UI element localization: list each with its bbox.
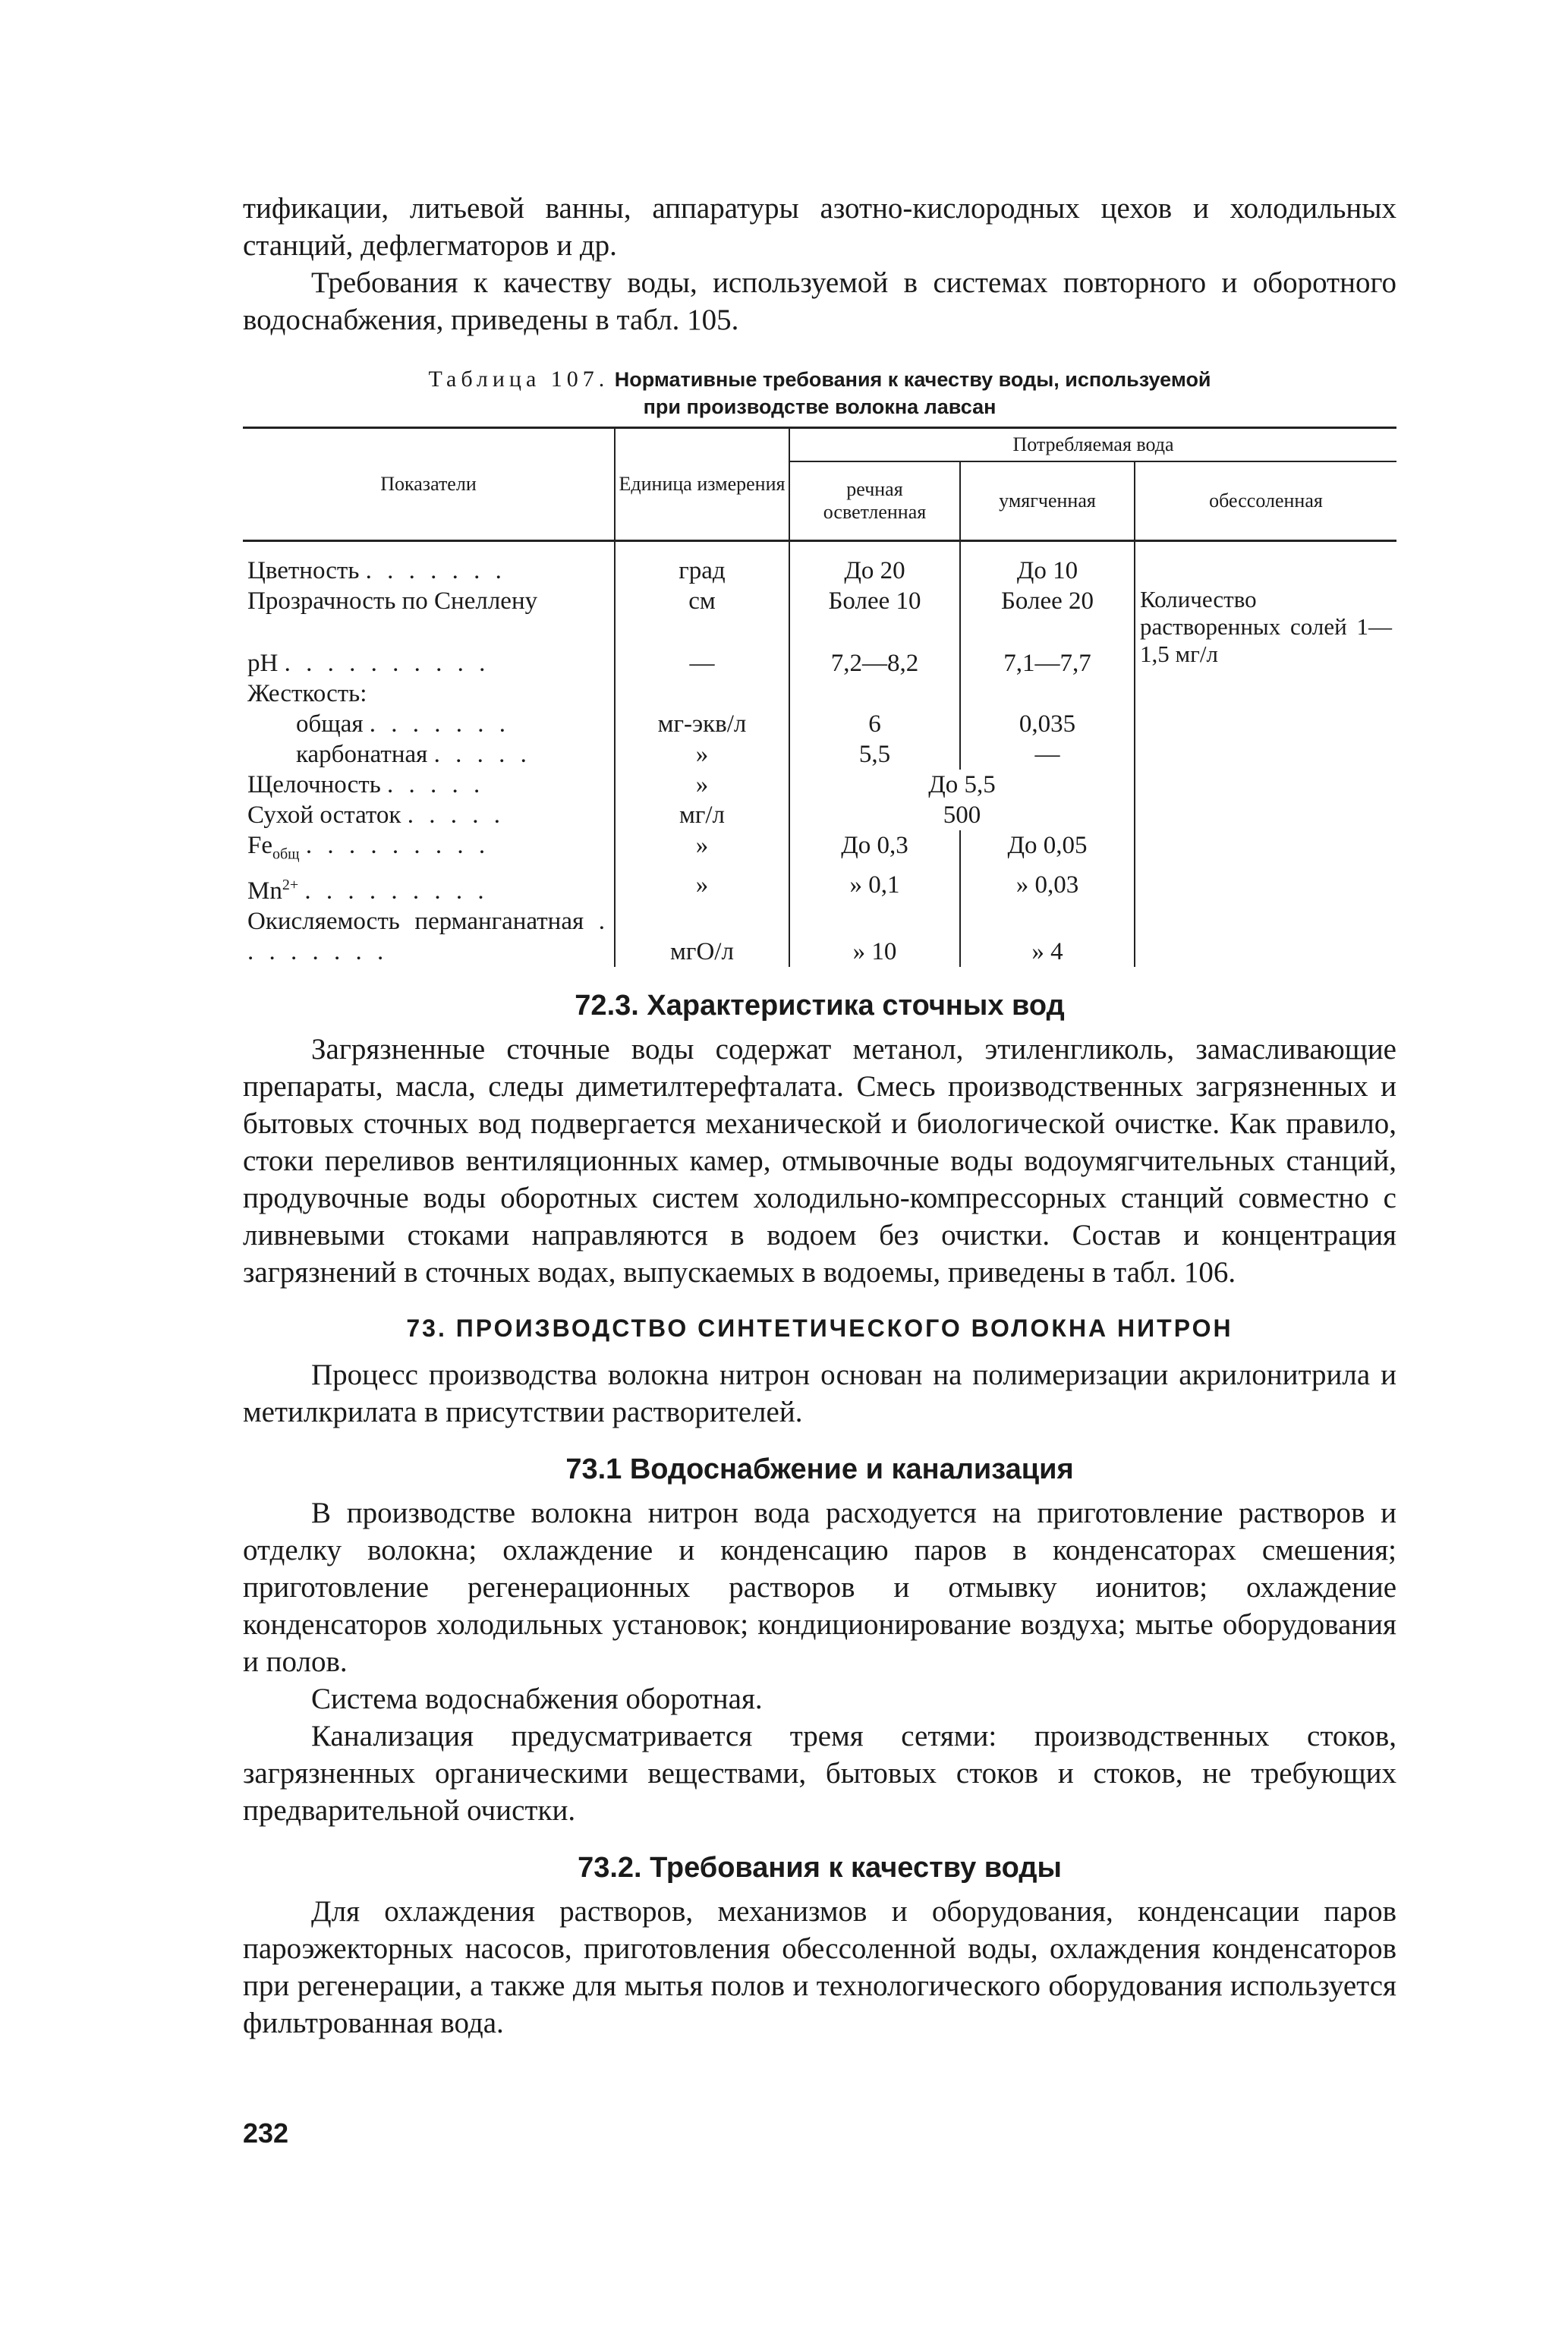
row-dots: . . . . . . . . . . bbox=[284, 650, 490, 677]
row-river: 7,2—8,2 bbox=[789, 616, 960, 679]
table-caption bbox=[243, 366, 1396, 420]
header-unit: Единица измерения bbox=[615, 428, 789, 541]
paragraph-nitron-process: Процесс производства волокна нитрон основан на полимеризации акрилонитрила и метилкрилата в присутствии растворителей. bbox=[243, 1358, 1396, 1428]
row-unit: град bbox=[615, 541, 789, 587]
paragraph-water-use: В производстве волокна нитрон вода расходуется на приготовление растворов и отделку волокна; охлаждение и конденсацию паров в конденсаторах смешения; приготовление регенерационных растворов и отмывку ионитов; охлаждение конденсаторов холодильных установок; кондиционирование воздуха; мытье оборудования и полов. bbox=[243, 1496, 1396, 1678]
paragraph-wastewater: Загрязненные сточные воды содержат метанол, этиленгликоль, замасливающие препараты, масла, следы диметилтерефталата. Смесь производственных загрязненных и бытовых сточных вод подвергается механической и биологической очистке. Как правило, стоки переливов вентиляционных камер, отмывочные воды водоумягчительных станций, продувочные воды оборотных систем холодильно-компрессорных станций совместно с ливневыми стоками направляются в водоем без очистки. Состав и концентрация загрязнений в сточных водах, выпускаемых в водоемы, приведены в табл. 106. bbox=[243, 1032, 1396, 1289]
water-quality-table bbox=[243, 427, 1396, 967]
heading-72-3: 72.3. Характеристика сточных вод bbox=[575, 989, 1065, 1022]
row-dots: . . . . . bbox=[433, 741, 531, 768]
row-dots: . . . . . . . . bbox=[247, 907, 610, 965]
row-unit: мгО/л bbox=[615, 906, 789, 967]
row-unit: » bbox=[615, 830, 789, 870]
table-row bbox=[243, 739, 1396, 770]
row-dots: . . . . . . . bbox=[369, 710, 511, 738]
header-desalted: обессоленная bbox=[1135, 461, 1396, 541]
row-unit: — bbox=[615, 616, 789, 679]
row-name: Щелочность bbox=[247, 771, 381, 798]
row-name: общая bbox=[296, 710, 364, 738]
row-dots: . . . . . . . . . bbox=[305, 832, 490, 859]
row-unit: » bbox=[615, 870, 789, 906]
row-river: До 0,3 bbox=[789, 830, 960, 870]
row-soft: » 4 bbox=[960, 906, 1135, 967]
heading-73-1: 73.1 Водоснабжение и канализация bbox=[565, 1453, 1074, 1485]
row-name: Mn bbox=[247, 877, 282, 905]
table-row bbox=[243, 906, 1396, 967]
paragraph-continued: тификации, литьевой ванны, аппаратуры азотно-кислородных цехов и холодильных станций, дефлегматоров и др. bbox=[243, 192, 1396, 262]
table-row bbox=[243, 770, 1396, 800]
header-river: речная осветленная bbox=[789, 461, 960, 541]
row-unit: мг/л bbox=[615, 800, 789, 830]
paragraph-system: Система водоснабжения оборотная. bbox=[311, 1682, 763, 1715]
row-name: Цветность bbox=[247, 557, 360, 584]
desalted-note: Количество растворенных солей 1—1,5 мг/л bbox=[1135, 541, 1396, 679]
table-title-line1: Нормативные требования к качеству воды, используемой bbox=[614, 368, 1211, 391]
table-title-line2: при производстве волокна лавсан bbox=[643, 395, 997, 418]
row-name: Сухой остаток bbox=[247, 801, 401, 829]
row-name: pH bbox=[247, 650, 279, 677]
row-river: 5,5 bbox=[789, 739, 960, 770]
row-river: Более 10 bbox=[789, 586, 960, 616]
row-river: 6 bbox=[789, 709, 960, 739]
row-name: Окисляемость перманганатная bbox=[247, 907, 584, 935]
row-superscript: 2+ bbox=[282, 876, 299, 893]
table-row bbox=[243, 679, 1396, 709]
row-merged-value: До 5,5 bbox=[789, 770, 1135, 800]
row-dots: . . . . . bbox=[407, 801, 505, 829]
row-soft: 0,035 bbox=[960, 709, 1135, 739]
row-soft: До 10 bbox=[960, 541, 1135, 587]
header-softened: умягченная bbox=[960, 461, 1135, 541]
row-dots: . . . . . bbox=[387, 771, 485, 798]
table-row bbox=[243, 541, 1396, 587]
heading-73-2: 73.2. Требования к качеству воды bbox=[578, 1851, 1062, 1884]
page-content bbox=[243, 190, 1396, 2042]
row-unit: » bbox=[615, 770, 789, 800]
page-number: 232 bbox=[243, 2117, 289, 2149]
row-subscript: общ bbox=[272, 845, 300, 863]
row-soft: До 0,05 bbox=[960, 830, 1135, 870]
header-consumed-water: Потребляемая вода bbox=[789, 428, 1396, 462]
row-name: Прозрачность по Снеллену bbox=[247, 587, 538, 615]
row-unit: см bbox=[615, 586, 789, 616]
row-soft: » 0,03 bbox=[960, 870, 1135, 906]
row-unit: мг-экв/л bbox=[615, 709, 789, 739]
row-soft: 7,1—7,7 bbox=[960, 616, 1135, 679]
table-row bbox=[243, 800, 1396, 830]
row-name: Fe bbox=[247, 832, 272, 859]
row-name: Жесткость: bbox=[247, 680, 367, 707]
table-row bbox=[243, 709, 1396, 739]
row-soft: Более 20 bbox=[960, 586, 1135, 616]
row-dots: . . . . . . . bbox=[365, 557, 506, 584]
row-river: » 0,1 bbox=[789, 870, 960, 906]
heading-73: 73. ПРОИЗВОДСТВО СИНТЕТИЧЕСКОГО ВОЛОКНА НИТРОН bbox=[406, 1314, 1233, 1342]
table-row bbox=[243, 830, 1396, 870]
paragraph-sewerage: Канализация предусматривается тремя сетями: производственных стоков, загрязненных органическими веществами, бытовых стоков и стоков, не требующих предварительной очистки. bbox=[243, 1719, 1396, 1827]
paragraph-filtered-water: Для охлаждения растворов, механизмов и оборудования, конденсации паров пароэжекторных насосов, приготовления обессоленной воды, охлаждения конденсаторов при регенерации, а также для мытья полов и технологического оборудования используется фильтрованная вода. bbox=[243, 1894, 1396, 2039]
row-name: карбонатная bbox=[296, 741, 428, 768]
row-merged-value: 500 bbox=[789, 800, 1135, 830]
row-soft: — bbox=[960, 739, 1135, 770]
row-unit: » bbox=[615, 739, 789, 770]
row-river: » 10 bbox=[789, 906, 960, 967]
row-dots: . . . . . . . . . bbox=[304, 877, 489, 905]
header-indicators: Показатели bbox=[243, 428, 615, 541]
paragraph-requirements: Требования к качеству воды, используемой в системах повторного и оборотного водоснабжения, приведены в табл. 105. bbox=[243, 266, 1396, 336]
table-label: Таблица 107. bbox=[428, 367, 609, 392]
row-river: До 20 bbox=[789, 541, 960, 587]
table-row bbox=[243, 870, 1396, 906]
